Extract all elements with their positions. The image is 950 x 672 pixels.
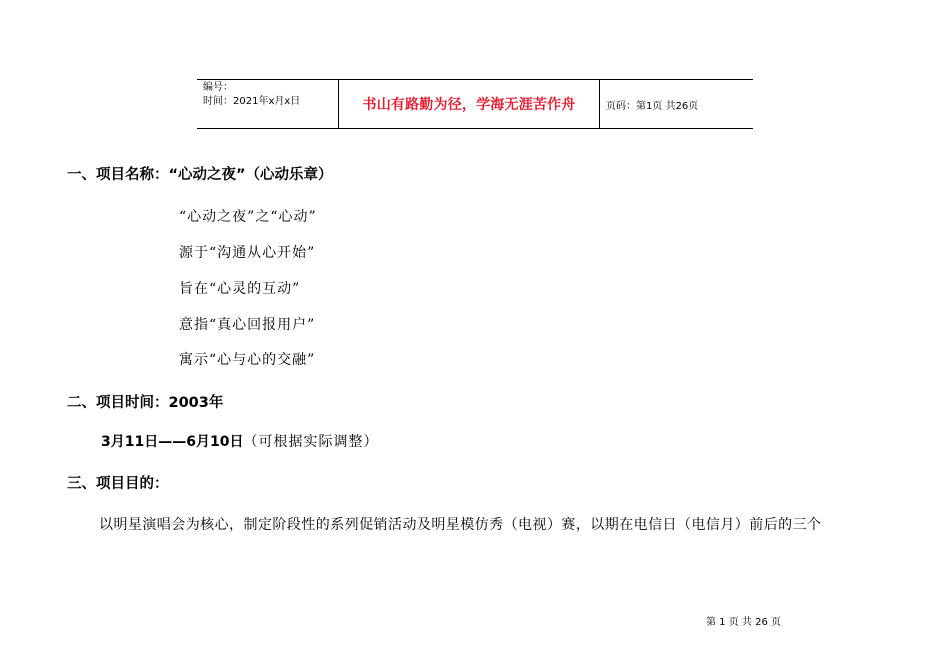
section-1-item: 旨在“心灵的互动”: [179, 281, 301, 297]
section-1-item: 寓示“心与心的交融”: [179, 352, 316, 368]
section-2-heading: 二、项目时间：2003年: [67, 395, 224, 411]
section-3-heading: 三、项目目的：: [67, 476, 169, 492]
document-time-label: 时间：2021年x月x日: [203, 96, 301, 107]
section-1-item: “心动之夜”之“心动”: [179, 209, 317, 225]
header-meta-cell: [197, 80, 339, 128]
section-1-heading: 一、项目名称：“心动之夜”（心动乐章）: [67, 167, 333, 183]
header-page-info: 页码：第1页 共26页: [606, 100, 699, 112]
page-footer: 第 1 页 共 26 页: [706, 617, 781, 628]
document-header: [197, 79, 753, 129]
section-3-paragraph: 以明星演唱会为核心，制定阶段性的系列促销活动及明星模仿秀（电视）赛，以期在电信日（电信月）前后的三个: [99, 517, 822, 533]
header-motto: 书山有路勤为径，学海无涯苦作舟: [339, 80, 600, 128]
section-1-item: 源于“沟通从心开始”: [179, 245, 316, 261]
document-number-label: 编号：: [203, 82, 233, 93]
section-1-item: 意指“真心回报用户”: [179, 317, 316, 333]
section-2-date-note: （可根据实际调整）: [243, 434, 379, 450]
section-2-date-line: [101, 433, 378, 451]
section-2-date-range: 3月11日——6月10日: [101, 434, 244, 450]
